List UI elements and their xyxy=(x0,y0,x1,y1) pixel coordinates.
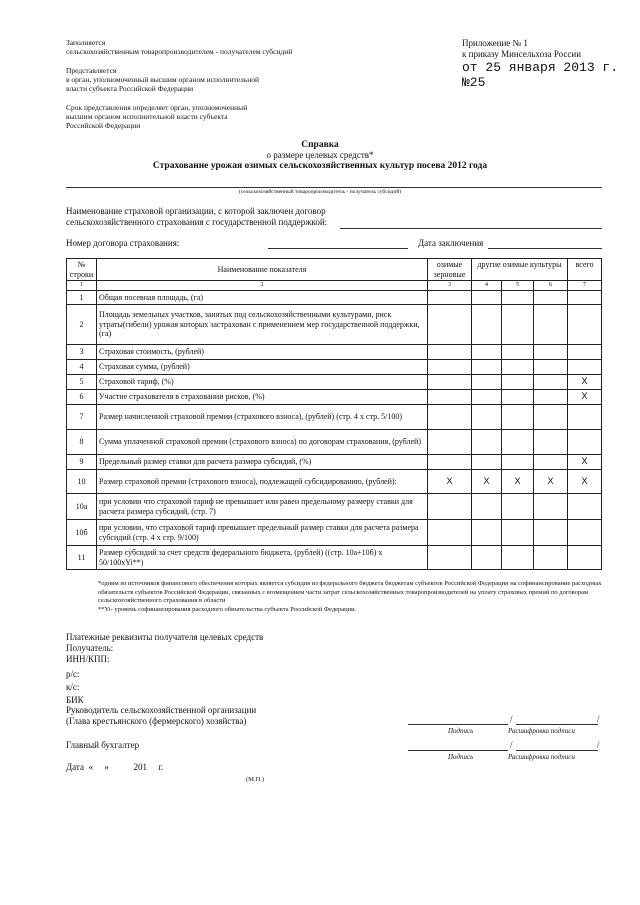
header-right xyxy=(462,38,632,90)
row-indicator-name: Общая посевная площадь, (га) xyxy=(97,291,428,305)
contract-number-label: Номер договора страхования: xyxy=(66,238,180,248)
value-cell[interactable] xyxy=(534,520,568,546)
value-cell[interactable] xyxy=(568,360,602,375)
value-cell[interactable] xyxy=(502,345,534,360)
value-cell[interactable] xyxy=(428,360,472,375)
col-index: 3 xyxy=(428,281,472,291)
stamp-label: (М.П.) xyxy=(246,776,265,783)
value-cell[interactable] xyxy=(428,494,472,520)
row-indicator-name: Размер страховой премии (страхового взноса), подлежащей субсидированию, (рублей): xyxy=(97,470,428,494)
title-spravka: Справка xyxy=(301,140,339,150)
indicators-table xyxy=(66,258,602,570)
title-insurance: Страхование урожая озимых сельскохозяйственных культур посева 2012 года xyxy=(152,161,488,171)
col-index: 7 xyxy=(568,281,602,291)
value-cell[interactable] xyxy=(428,520,472,546)
col-header-winter-grain: озимые зерновые xyxy=(428,259,472,281)
payment-title: Платежные реквизиты получателя целевых средств xyxy=(66,632,264,642)
producer-caption: (сельскохозяйственный товаропроизводитель - получатель субсидий) xyxy=(238,189,402,195)
row-indicator-name: Участие страхователя в страховании рисков, (%) xyxy=(97,390,428,405)
bik-label: БИК xyxy=(66,695,84,705)
row-indicator-name: при условии, что страховой тариф превышает предельный размер ставки для расчета размера субсидий (стр. 4 x стр. 9/100) xyxy=(97,520,428,546)
value-cell[interactable] xyxy=(568,345,602,360)
deadline-line3: Российской Федерации xyxy=(66,121,141,130)
row-indicator-name: Сумма уплаченной страховой премии (страхового взноса) по договорам страхования, (рублей) xyxy=(97,430,428,455)
value-cell[interactable] xyxy=(568,520,602,546)
insurer-label-1: Наименование страховой организации, с которой заключен договор xyxy=(66,206,326,216)
table-row xyxy=(67,291,602,305)
table-row xyxy=(67,455,602,470)
header-left xyxy=(66,38,326,137)
value-cell[interactable] xyxy=(534,546,568,570)
value-cell[interactable] xyxy=(502,305,534,345)
footnote-2: **Yi- уровень софинансирования расходного обязательства субъекта Российской Федерации. xyxy=(98,605,357,613)
value-cell[interactable] xyxy=(502,390,534,405)
value-cell[interactable] xyxy=(502,360,534,375)
head-decode-line[interactable] xyxy=(516,724,598,725)
slash: / xyxy=(597,740,600,750)
value-cell[interactable] xyxy=(428,405,472,430)
row-indicator-name: при условии что страховой тариф не превышает или равен предельному размеру ставки для расчета размера субсидий, (стр. 7) xyxy=(97,494,428,520)
value-cell[interactable] xyxy=(534,455,568,470)
recipient-label: Получатель: xyxy=(66,643,114,653)
accountant-sign-caption: Подпись xyxy=(448,753,474,761)
col-index: 2 xyxy=(97,281,428,291)
row-number: 6 xyxy=(67,390,97,405)
value-cell[interactable] xyxy=(502,430,534,455)
crossed-cell: X xyxy=(568,455,602,470)
crossed-cell: X xyxy=(568,390,602,405)
crossed-cell: X xyxy=(472,470,502,494)
value-cell[interactable] xyxy=(502,405,534,430)
deadline-line2: высшим органом исполнительной власти субъекта xyxy=(66,112,228,121)
deadline-line1: Срок представления определяет орган, уполномоченный xyxy=(66,103,248,112)
accountant-decode-line[interactable] xyxy=(516,750,598,751)
crossed-cell: X xyxy=(568,470,602,494)
insurer-underline[interactable] xyxy=(340,228,602,229)
table-row xyxy=(67,305,602,345)
value-cell[interactable] xyxy=(534,305,568,345)
ks-label: к/с: xyxy=(66,682,80,692)
value-cell[interactable] xyxy=(472,520,502,546)
value-cell[interactable] xyxy=(472,430,502,455)
table-row xyxy=(67,345,602,360)
inn-label: ИНН/КПП: xyxy=(66,654,110,664)
row-indicator-name: Размер начисленной страховой премии (страхового взноса), (рублей) (стр. 4 x стр. 5/100) xyxy=(97,405,428,430)
table-index-row xyxy=(67,281,602,291)
row-number: 8 xyxy=(67,430,97,455)
row-number: 3 xyxy=(67,345,97,360)
col-index: 1 xyxy=(67,281,97,291)
head-decode-caption: Расшифровка подписи xyxy=(508,727,575,735)
value-cell[interactable] xyxy=(534,430,568,455)
table-row xyxy=(67,470,602,494)
footnotes xyxy=(98,580,608,614)
value-cell[interactable] xyxy=(568,494,602,520)
table-row xyxy=(67,546,602,570)
crossed-cell: X xyxy=(428,470,472,494)
value-cell[interactable] xyxy=(428,390,472,405)
crossed-cell: X xyxy=(568,375,602,390)
row-number: 4 xyxy=(67,360,97,375)
submitted-label: Представляется xyxy=(66,66,117,75)
row-indicator-name: Страховая стоимость, (рублей) xyxy=(97,345,428,360)
insurer-label-2: сельскохозяйственного страхования с государственной поддержкой: xyxy=(66,217,328,227)
head-line1: Руководитель сельскохозяйственной организации xyxy=(66,705,257,715)
value-cell[interactable] xyxy=(472,291,502,305)
row-indicator-name: Страховой тариф, (%) xyxy=(97,375,428,390)
value-cell[interactable] xyxy=(472,494,502,520)
value-cell[interactable] xyxy=(502,520,534,546)
row-number: 7 xyxy=(67,405,97,430)
filled-by-text: сельскохозяйственным товаропроизводителем - получателем субсидий xyxy=(66,47,293,56)
row-number: 10 xyxy=(67,470,97,494)
row-number: 5 xyxy=(67,375,97,390)
value-cell[interactable] xyxy=(534,405,568,430)
table-header-row xyxy=(67,259,602,281)
value-cell[interactable] xyxy=(428,375,472,390)
value-cell[interactable] xyxy=(534,360,568,375)
value-cell[interactable] xyxy=(472,305,502,345)
slash: / xyxy=(597,714,600,724)
table-row xyxy=(67,494,602,520)
rs-label: р/с: xyxy=(66,669,80,679)
filled-by-label: Заполняется xyxy=(66,38,106,47)
table-row xyxy=(67,430,602,455)
row-indicator-name: Предельный размер ставки для расчета размера субсидий, (%) xyxy=(97,455,428,470)
order-label: к приказу Минсельхоза России xyxy=(462,49,582,59)
head-sign-caption: Подпись xyxy=(448,727,474,735)
crossed-cell: X xyxy=(534,470,568,494)
value-cell[interactable] xyxy=(568,305,602,345)
value-cell[interactable] xyxy=(568,430,602,455)
order-date: от 25 января 2013 г.№25 xyxy=(462,60,619,90)
contract-date-label: Дата заключения xyxy=(418,238,484,248)
accountant-decode-caption: Расшифровка подписи xyxy=(508,753,575,761)
table-row xyxy=(67,520,602,546)
appendix-label: Приложение № 1 xyxy=(462,38,528,48)
value-cell[interactable] xyxy=(428,455,472,470)
crossed-cell: X xyxy=(502,470,534,494)
row-indicator-name: Размер субсидий за счет средств федерального бюджета, (рублей) ((стр. 10а+10б) x 50/100xYi**) xyxy=(97,546,428,570)
row-number: 1 xyxy=(67,291,97,305)
date-line: Дата « » 201 г. xyxy=(66,762,164,772)
value-cell[interactable] xyxy=(502,375,534,390)
head-sign-line[interactable] xyxy=(408,724,508,725)
table-row xyxy=(67,390,602,405)
value-cell[interactable] xyxy=(428,546,472,570)
payment-details xyxy=(66,632,263,706)
row-number: 10а xyxy=(67,494,97,520)
producer-line xyxy=(66,187,602,188)
row-number: 9 xyxy=(67,455,97,470)
col-index: 5 xyxy=(502,281,534,291)
value-cell[interactable] xyxy=(502,546,534,570)
head-line2: (Глава крестьянского (фермерского) хозяйства) xyxy=(66,716,247,726)
value-cell[interactable] xyxy=(472,390,502,405)
row-number: 11 xyxy=(67,546,97,570)
row-number: 10б xyxy=(67,520,97,546)
value-cell[interactable] xyxy=(502,455,534,470)
title-subtitle: о размере целевых средств* xyxy=(266,150,374,160)
insurer-field xyxy=(66,206,466,228)
col-header-name: Наименование показателя xyxy=(97,259,428,281)
col-index: 6 xyxy=(534,281,568,291)
row-indicator-name: Страховая сумма, (рублей) xyxy=(97,360,428,375)
slash: / xyxy=(510,714,513,724)
value-cell[interactable] xyxy=(472,455,502,470)
value-cell[interactable] xyxy=(568,291,602,305)
col-header-total: всего xyxy=(568,259,602,281)
value-cell[interactable] xyxy=(472,375,502,390)
submitted-to-line1: в орган, уполномоченный высшим органом исполнительной xyxy=(66,75,260,84)
row-number: 2 xyxy=(67,305,97,345)
value-cell[interactable] xyxy=(568,546,602,570)
value-cell[interactable] xyxy=(502,494,534,520)
value-cell[interactable] xyxy=(502,291,534,305)
value-cell[interactable] xyxy=(534,375,568,390)
accountant-sign-line[interactable] xyxy=(408,750,508,751)
contract-number-underline[interactable] xyxy=(268,248,408,249)
document-title xyxy=(0,140,640,171)
col-header-other: другие озимые культуры xyxy=(472,259,568,281)
value-cell[interactable] xyxy=(428,305,472,345)
slash: / xyxy=(510,740,513,750)
col-header-number: № строки xyxy=(67,259,97,281)
row-indicator-name: Площадь земельных участков, занятых под сельскохозяйственными культурами, риск утраты(гибели) урожая которых застрахован с применением мер государственной поддержки, (га) xyxy=(97,305,428,345)
value-cell[interactable] xyxy=(472,360,502,375)
value-cell[interactable] xyxy=(472,405,502,430)
value-cell[interactable] xyxy=(534,345,568,360)
footnote-1: *одним из источников финансового обеспечения которых является субсидия из федерального бюджета бюджетам субъектов Российской Федерации на софинансирование расходных обязательств субъектов Российской Федерации, связанных с возмещением части затрат сельскохозяйственных товаропроизводителей на уплату страховых премий по договорам сельскохозяйственного страхования в области xyxy=(98,580,602,604)
value-cell[interactable] xyxy=(472,345,502,360)
accountant-label: Главный бухгалтер xyxy=(66,740,140,750)
table-row xyxy=(67,375,602,390)
value-cell[interactable] xyxy=(472,546,502,570)
value-cell[interactable] xyxy=(428,345,472,360)
value-cell[interactable] xyxy=(428,430,472,455)
table-row xyxy=(67,360,602,375)
col-index: 4 xyxy=(472,281,502,291)
value-cell[interactable] xyxy=(568,405,602,430)
value-cell[interactable] xyxy=(534,390,568,405)
value-cell[interactable] xyxy=(534,494,568,520)
value-cell[interactable] xyxy=(534,291,568,305)
contract-date-underline[interactable] xyxy=(488,248,602,249)
submitted-to-line2: власти субъекта Российской Федерации xyxy=(66,84,194,93)
value-cell[interactable] xyxy=(428,291,472,305)
table-row xyxy=(67,405,602,430)
head-signature-label xyxy=(66,705,256,727)
